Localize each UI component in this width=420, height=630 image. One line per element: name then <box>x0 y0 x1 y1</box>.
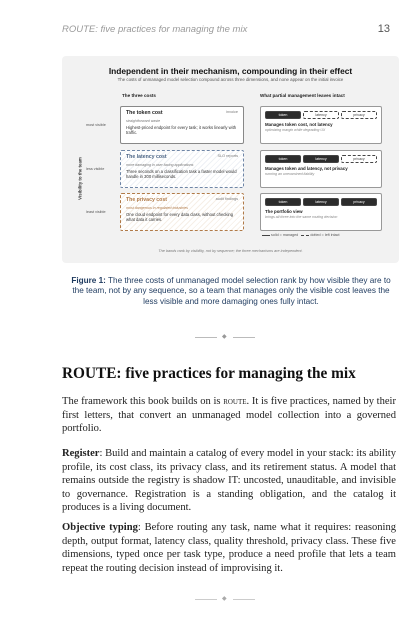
cost-tag: invoice <box>226 110 238 114</box>
cost-card-privacy <box>120 193 244 231</box>
row-visibility-label: least visible <box>86 210 106 214</box>
dimension-pills <box>265 155 377 163</box>
management-heading: Manages token cost, not latency <box>265 122 333 127</box>
y-axis-label: Visibility to the team <box>77 157 83 200</box>
legend-solid-label: solid = managed <box>271 233 299 237</box>
figure <box>62 56 399 263</box>
cost-description: One cloud endpoint for every data class, without checking what data it carries. <box>126 212 234 223</box>
running-head <box>62 24 390 38</box>
management-note: optimizing margin while degrading UX <box>265 128 326 132</box>
pill-privacy: privacy <box>341 198 377 206</box>
cost-name: The privacy cost <box>126 197 167 203</box>
caption-label: Figure 1: <box>71 276 106 285</box>
cost-name: The token cost <box>126 110 163 116</box>
row-visibility-label: most visible <box>86 123 106 127</box>
cost-card-token <box>120 106 244 144</box>
cost-card-latency <box>120 150 244 188</box>
row-visibility-label: less visible <box>86 167 105 171</box>
figure-legend <box>262 233 340 237</box>
pill-latency: latency <box>303 198 339 206</box>
intro-text-start: The framework this book builds on is <box>62 396 224 407</box>
management-card-portfolio <box>260 193 382 231</box>
divider-ornament-icon: ◆ <box>222 595 227 602</box>
pill-latency: latency <box>303 111 339 119</box>
cost-description: Highest-priced endpoint for every task; it works linearly with traffic. <box>126 125 237 136</box>
page-number: 13 <box>377 23 390 35</box>
cost-tag: SLO reports <box>217 154 238 158</box>
figure-footnote: The bands rank by visibility, not by sequence; the three mechanisms are independent. <box>158 249 303 253</box>
management-heading: Manages token and latency, not privacy <box>265 166 348 171</box>
management-card-latency <box>260 150 382 188</box>
legend-dashed-label: dotted = left intact <box>310 233 340 237</box>
intro-text-end: . It is five practices, named by their first letters, that convert an unmanaged model collection into a governed portfolio. <box>62 396 396 435</box>
figure-caption <box>70 276 392 307</box>
pill-token: token <box>265 155 301 163</box>
caption-text: The three costs of unmanaged model selection rank by how visible they are to the team, not by any sequence, so a team that manages only the visible cost leaves the less visible and more damaging ones fully intact. <box>72 276 391 306</box>
dimension-pills <box>265 198 377 206</box>
route-term: route <box>223 396 247 407</box>
page-bottom-divider <box>195 596 255 602</box>
management-heading: The portfolio view <box>265 209 303 214</box>
cost-description: Three seconds on a classification task a faster model would handle in 300 milliseconds. <box>126 169 237 180</box>
paragraph-register <box>62 447 396 515</box>
paragraph-objective-typing <box>62 521 396 575</box>
cost-note: more damaging in user-facing applications <box>126 163 194 167</box>
management-card-token <box>260 106 382 144</box>
cost-note: most dangerous in regulated industries <box>126 206 188 210</box>
legend-solid-swatch <box>262 235 270 236</box>
dimension-pills <box>265 111 377 119</box>
cost-tag: audit findings <box>215 197 238 201</box>
divider-ornament-icon: ◆ <box>222 333 227 340</box>
pill-token: token <box>265 111 301 119</box>
pill-privacy: privacy <box>341 155 377 163</box>
section-heading: ROUTE: five practices for managing the mix <box>62 365 356 382</box>
management-note: running an unexamined liability <box>265 172 315 176</box>
column-header-intact: What partial management leaves intact <box>260 93 345 98</box>
cost-name: The latency cost <box>126 154 167 160</box>
objective-typing-text: : Before routing any task, name what it requires: reasoning depth, output format, latency class, quality threshold, privacy class. These five dimensions, typed once per task type, produce a need profile that lets a team repeat the routing decision instead of improvising it. <box>62 522 397 574</box>
pill-latency: latency <box>303 155 339 163</box>
management-note: brings all three into the same routing decision <box>265 215 338 219</box>
running-head-title: ROUTE: five practices for managing the mix <box>62 24 248 35</box>
paragraph-intro <box>62 395 396 436</box>
pill-privacy: privacy <box>341 111 377 119</box>
cost-note: straightforward waste <box>126 119 161 123</box>
register-term: Register <box>62 448 100 459</box>
figure-subtitle: The costs of unmanaged model selection compound across three dimensions, and none appear on the initial invoice <box>117 77 344 82</box>
column-header-costs: The three costs <box>122 93 156 98</box>
section-divider <box>195 334 255 340</box>
objective-typing-term: Objective typing <box>62 522 138 533</box>
pill-token: token <box>265 198 301 206</box>
legend-dashed-swatch <box>301 235 309 236</box>
register-text: : Build and maintain a catalog of every model in your stack: its ability profile, its cost class, its privacy class, and its retirement status. A model that remains outside the registry is shadow IT: uncosted, unauditable, and invisible to governance. Registration is a standing obligation, and the catalog it produces is a living document. <box>62 448 396 514</box>
figure-title: Independent in their mechanism, compounding in their effect <box>108 66 353 76</box>
